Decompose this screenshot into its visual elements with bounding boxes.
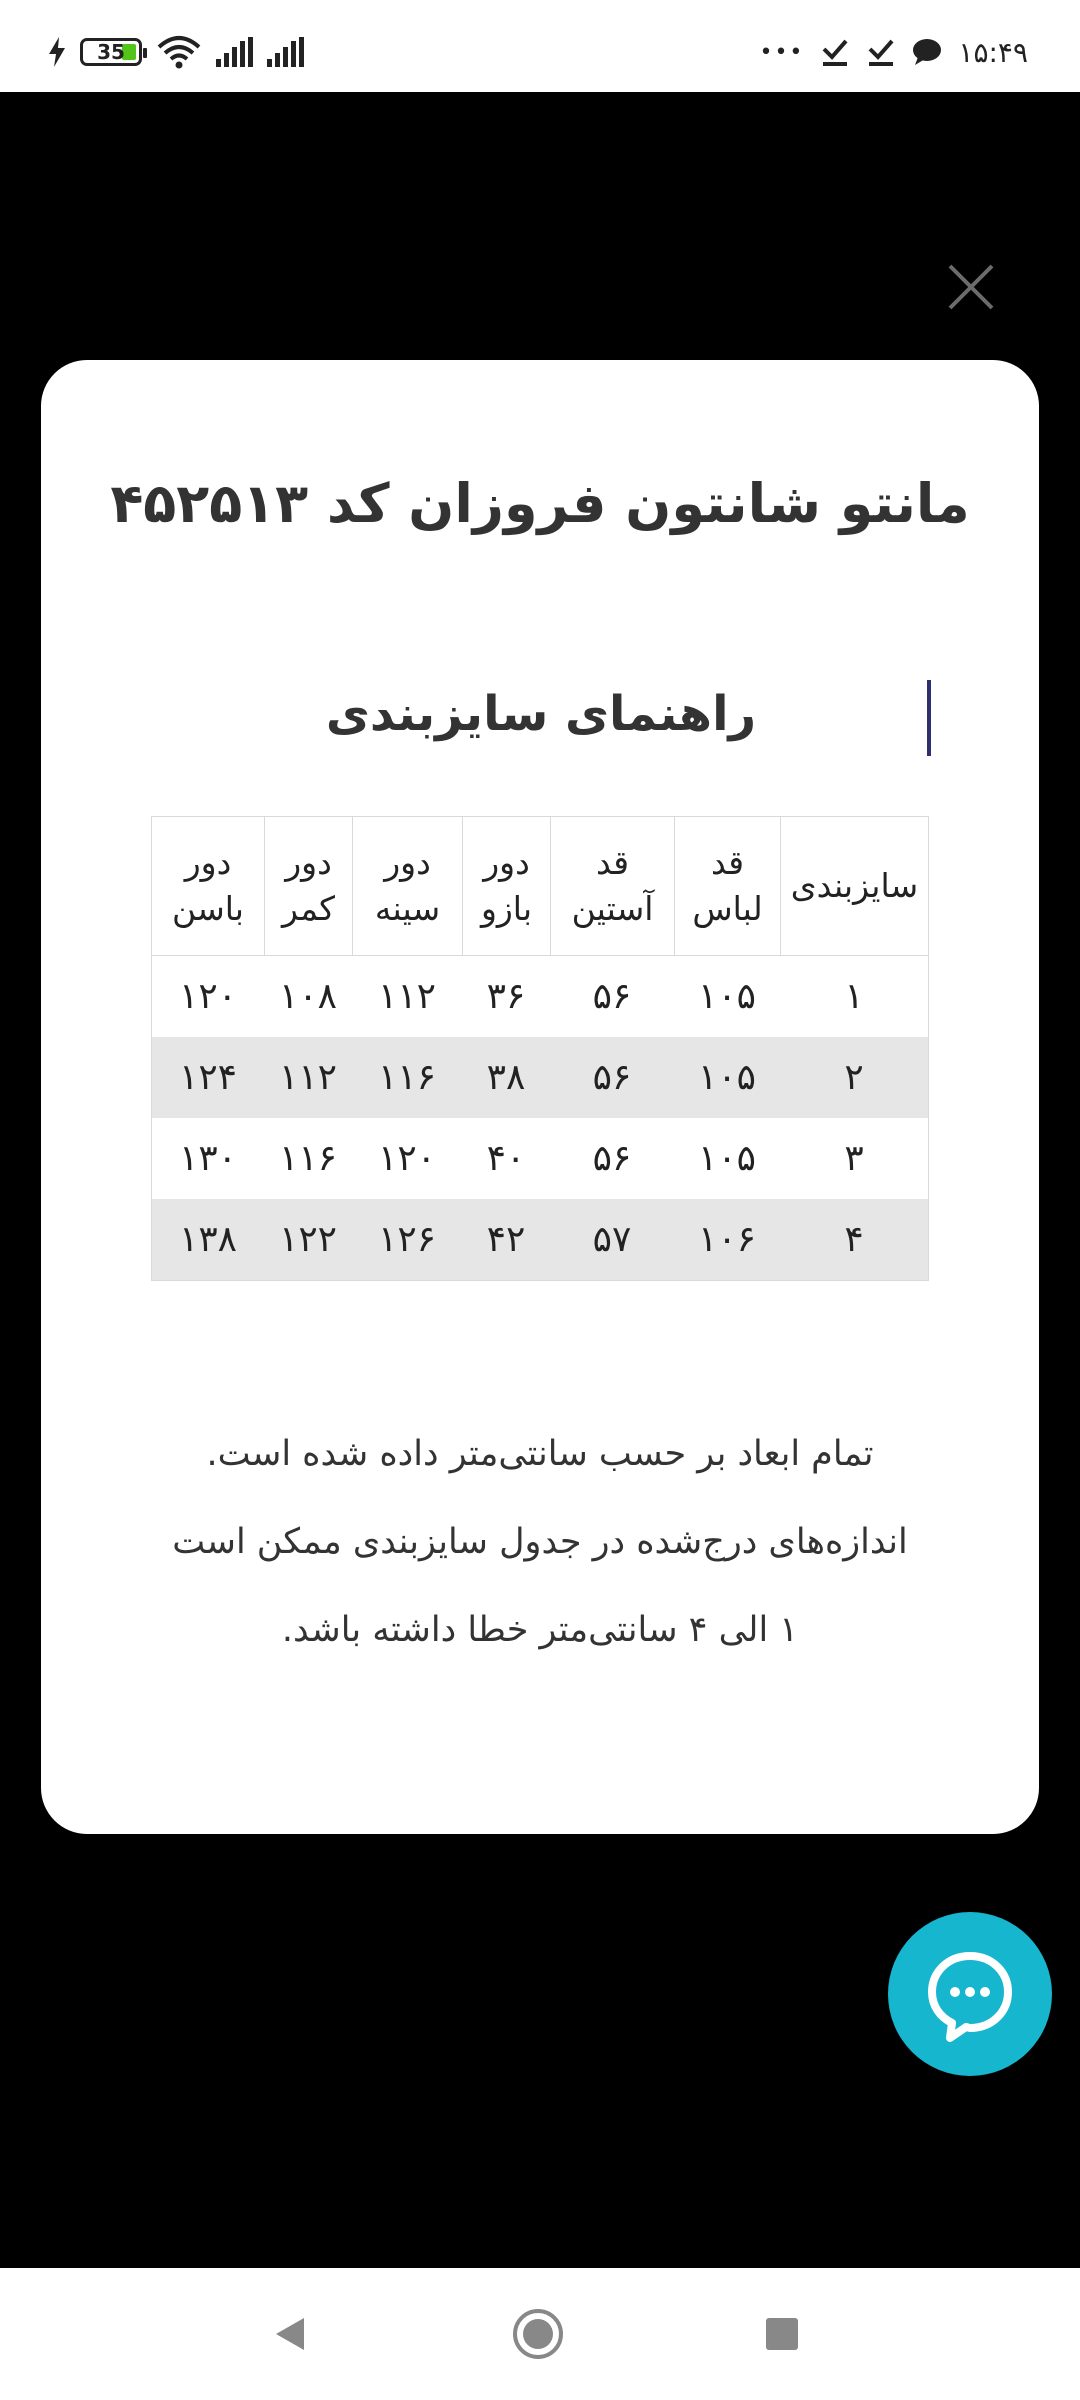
download-done-icon: [820, 37, 850, 67]
table-cell: ۵۷: [592, 1219, 632, 1260]
table-cell: ۱۱۶: [278, 1138, 337, 1179]
table-cell: ۴۰: [486, 1138, 526, 1179]
charging-bolt-icon: [48, 37, 66, 67]
header-chest-circumference: دور سینه: [352, 817, 462, 955]
header-size: سایزبندی: [780, 817, 928, 955]
status-right: [759, 32, 1028, 72]
header-arm-circumference: دور بازو: [462, 817, 550, 955]
status-bar: [0, 0, 1080, 92]
close-button[interactable]: [946, 262, 996, 312]
message-icon: [912, 38, 942, 66]
table-cell: ۵۶: [592, 1057, 632, 1098]
back-button[interactable]: [260, 2304, 320, 2364]
table-row: [152, 1037, 928, 1118]
recents-button[interactable]: [752, 2304, 812, 2364]
table-cell: ۳۸: [486, 1057, 526, 1098]
battery-indicator: [80, 38, 142, 66]
table-cell: ۱: [844, 976, 864, 1017]
header-hip-circumference: دور باسن: [171, 843, 244, 928]
table-cell: ۱۲۰: [377, 1138, 436, 1179]
table-cell: ۱۰۶: [697, 1219, 756, 1260]
table-cell: ۵۶: [592, 976, 632, 1017]
size-guide-title: راهنمای سایزبندی: [325, 686, 757, 742]
back-triangle-icon: [270, 2314, 310, 2354]
table-row: [152, 1118, 928, 1199]
signal-strength-icon: [216, 37, 253, 67]
product-title: مانتو شانتون فروزان کد ۴۵۲۵۱۳: [110, 472, 970, 535]
size-table: [151, 816, 929, 1281]
close-icon: [946, 262, 996, 312]
download-done-icon-2: [866, 37, 896, 67]
note-line: اندازه‌های درج‌شده در جدول سایزبندی ممکن است: [172, 1522, 908, 1562]
table-cell: ۱۰۵: [697, 976, 756, 1017]
size-guide-modal: [41, 360, 1039, 1834]
home-button[interactable]: [508, 2304, 568, 2364]
table-cell: ۱۲۴: [178, 1057, 237, 1098]
signal-strength-icon-2: [267, 37, 304, 67]
header-sleeve-length: قد آستین: [550, 817, 674, 955]
table-cell: ۱۰۵: [697, 1057, 756, 1098]
table-cell: ۱۲۰: [178, 976, 237, 1017]
table-header-row: [152, 817, 928, 956]
system-nav-bar: [0, 2268, 1080, 2400]
table-cell: ۱۱۲: [278, 1057, 337, 1098]
size-notes: [41, 1410, 1039, 1674]
status-time: ۱۵:۴۹: [958, 35, 1028, 69]
recents-square-icon: [764, 2316, 800, 2352]
table-cell: ۲: [844, 1057, 864, 1098]
table-cell: ۳: [844, 1138, 864, 1179]
wifi-icon: [156, 35, 202, 69]
home-circle-icon: [511, 2307, 565, 2361]
table-cell: ۴۲: [486, 1219, 526, 1260]
battery-level: 35: [97, 40, 125, 64]
status-left: [48, 32, 304, 72]
table-cell: ۱۲۶: [377, 1219, 436, 1260]
table-cell: ۱۱۶: [377, 1057, 436, 1098]
table-cell: ۵۶: [592, 1138, 632, 1179]
table-cell: ۱۳۰: [178, 1138, 237, 1179]
chat-support-button[interactable]: [888, 1912, 1052, 2076]
table-row: [152, 956, 928, 1037]
header-dress-length: قد لباس: [674, 817, 780, 955]
note-line: تمام ابعاد بر حسب سانتی‌متر داده شده است.: [206, 1434, 874, 1474]
table-cell: ۱۱۲: [377, 976, 436, 1017]
table-cell: ۱۳۸: [178, 1219, 237, 1260]
table-cell: ۱۲۲: [278, 1219, 337, 1260]
size-guide-heading: [151, 680, 931, 756]
note-line: ۱ الی ۴ سانتی‌متر خطا داشته باشد.: [281, 1610, 799, 1650]
table-cell: ۱۰۸: [278, 976, 337, 1017]
table-cell: ۳۶: [486, 976, 526, 1017]
table-cell: ۴: [844, 1219, 864, 1260]
table-row: [152, 1199, 928, 1280]
chat-bubble-icon: [922, 1946, 1018, 2042]
more-notifications-icon: •••: [759, 39, 805, 65]
header-waist-circumference: دور کمر: [264, 817, 352, 955]
table-cell: ۱۰۵: [697, 1138, 756, 1179]
